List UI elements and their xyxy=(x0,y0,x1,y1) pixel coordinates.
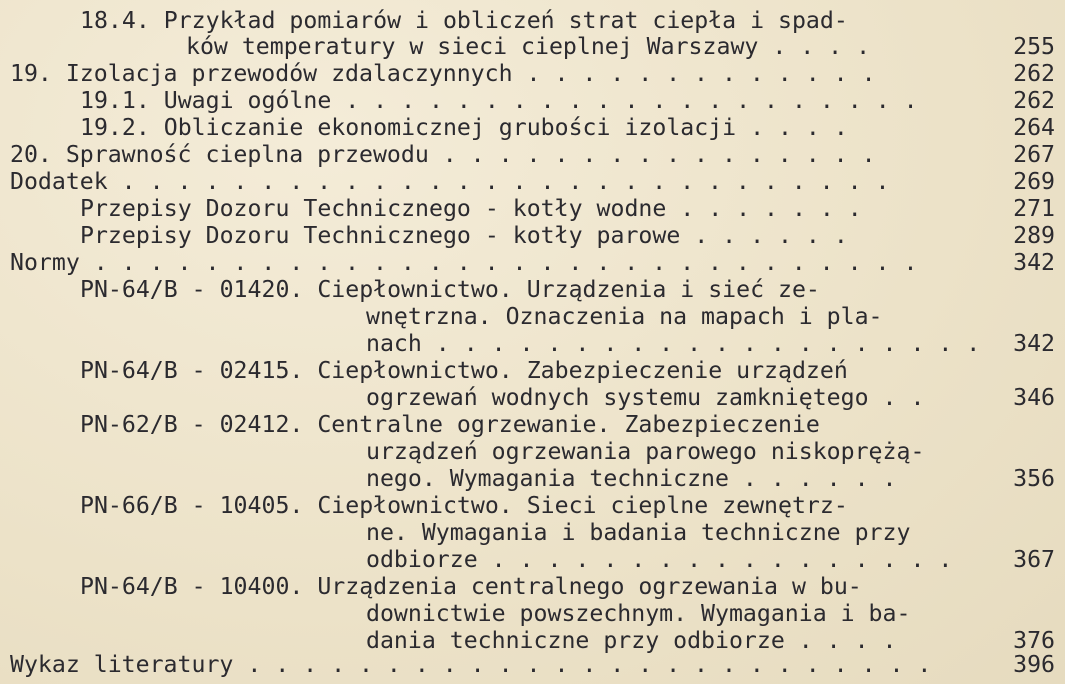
toc-entry-text: Normy . . . . . . . . . . . . . . . . . . . . . . . . . . . . . . xyxy=(10,249,918,276)
toc-entry-text: wnętrzna. Oznaczenia na mapach i pla- xyxy=(366,303,883,330)
toc-entry-text: dania techniczne przy odbiorze . . . . xyxy=(366,627,897,654)
toc-entry-text: downictwie powszechnym. Wymagania i ba- xyxy=(366,600,911,627)
toc-line xyxy=(0,169,1065,195)
toc-page-number: 262 xyxy=(1013,60,1055,87)
toc-entry-text: Dodatek . . . . . . . . . . . . . . . . . . . . . . . . . . . . xyxy=(10,168,890,195)
toc-page-number: 269 xyxy=(1013,168,1055,195)
toc-page-number: 367 xyxy=(1013,546,1055,573)
toc-entry-text: ne. Wymagania i badania techniczne przy xyxy=(366,519,911,546)
toc-line xyxy=(0,142,1065,168)
toc-line xyxy=(0,574,1065,600)
toc-entry-text: PN-64/B - 10400. Urządzenia centralnego ogrzewania w bu- xyxy=(80,573,862,600)
toc-line xyxy=(0,520,1065,546)
toc-line xyxy=(0,88,1065,114)
toc-line xyxy=(0,601,1065,627)
toc-entry-text: PN-62/B - 02412. Centralne ogrzewanie. Zabezpieczenie xyxy=(80,411,820,438)
toc-line xyxy=(0,115,1065,141)
toc-entry-text: nego. Wymagania techniczne . . . . . . xyxy=(366,465,897,492)
toc-page-number: 376 xyxy=(1013,627,1055,654)
toc-line xyxy=(0,358,1065,384)
toc-entry-text: Przepisy Dozoru Technicznego - kotły wodne . . . . . . . xyxy=(80,195,862,222)
toc-entry-text: ogrzewań wodnych systemu zamkniętego . . xyxy=(366,384,925,411)
toc-page-number: 289 xyxy=(1013,222,1055,249)
toc-entry-text: 19.2. Obliczanie ekonomicznej grubości izolacji . . . . xyxy=(80,114,848,141)
toc-line xyxy=(0,331,1065,357)
toc-entry-text: PN-64/B - 01420. Ciepłownictwo. Urządzenia i sieć ze- xyxy=(80,276,820,303)
toc-line xyxy=(0,439,1065,465)
toc-line xyxy=(0,652,1065,678)
toc-page-number: 267 xyxy=(1013,141,1055,168)
toc-entry-text: PN-64/B - 02415. Ciepłownictwo. Zabezpieczenie urządzeń xyxy=(80,357,848,384)
toc-line xyxy=(0,412,1065,438)
toc-entry-text: Przepisy Dozoru Technicznego - kotły parowe . . . . . . xyxy=(80,222,848,249)
toc-page-number: 342 xyxy=(1013,249,1055,276)
toc-entry-text: nach . . . . . . . . . . . . . . . . . . . . xyxy=(366,330,981,357)
toc-line xyxy=(0,493,1065,519)
toc-entry-text: 19.1. Uwagi ogólne . . . . . . . . . . . . . . . . . . . . . xyxy=(80,87,918,114)
toc-line xyxy=(0,547,1065,573)
toc-entry-text: odbiorze . . . . . . . . . . . . . . . . . xyxy=(366,546,953,573)
toc-entry-text: Wykaz literatury . . . . . . . . . . . . . . . . . . . . . . . . . xyxy=(10,651,932,678)
toc-line xyxy=(0,466,1065,492)
toc-page-number: 271 xyxy=(1013,195,1055,222)
toc-entry-text: 19. Izolacja przewodów zdalaczynnych . . . . . . . . . . . . . xyxy=(10,60,876,87)
toc-line xyxy=(0,8,1065,34)
toc-page-number: 346 xyxy=(1013,384,1055,411)
toc-line xyxy=(0,277,1065,303)
toc-page-number: 396 xyxy=(1013,651,1055,678)
toc-line xyxy=(0,196,1065,222)
toc-line xyxy=(0,223,1065,249)
toc-page-number: 262 xyxy=(1013,87,1055,114)
toc-line xyxy=(0,34,1065,60)
toc-page-number: 255 xyxy=(1013,33,1055,60)
toc-page-number: 264 xyxy=(1013,114,1055,141)
toc-page-number: 356 xyxy=(1013,465,1055,492)
toc-page-number: 342 xyxy=(1013,330,1055,357)
toc-entry-text: ków temperatury w sieci cieplnej Warszawy . . . . xyxy=(186,33,871,60)
toc-line xyxy=(0,385,1065,411)
toc-entry-text: 20. Sprawność cieplna przewodu . . . . . . . . . . . . . . . . xyxy=(10,141,876,168)
toc-line xyxy=(0,61,1065,87)
toc-line xyxy=(0,304,1065,330)
toc-entry-text: urządzeń ogrzewania parowego niskoprężą- xyxy=(366,438,925,465)
toc-entry-text: 18.4. Przykład pomiarów i obliczeń strat ciepła i spad- xyxy=(80,7,848,34)
toc-line xyxy=(0,250,1065,276)
toc-entry-text: PN-66/B - 10405. Ciepłownictwo. Sieci cieplne zewnętrz- xyxy=(80,492,848,519)
